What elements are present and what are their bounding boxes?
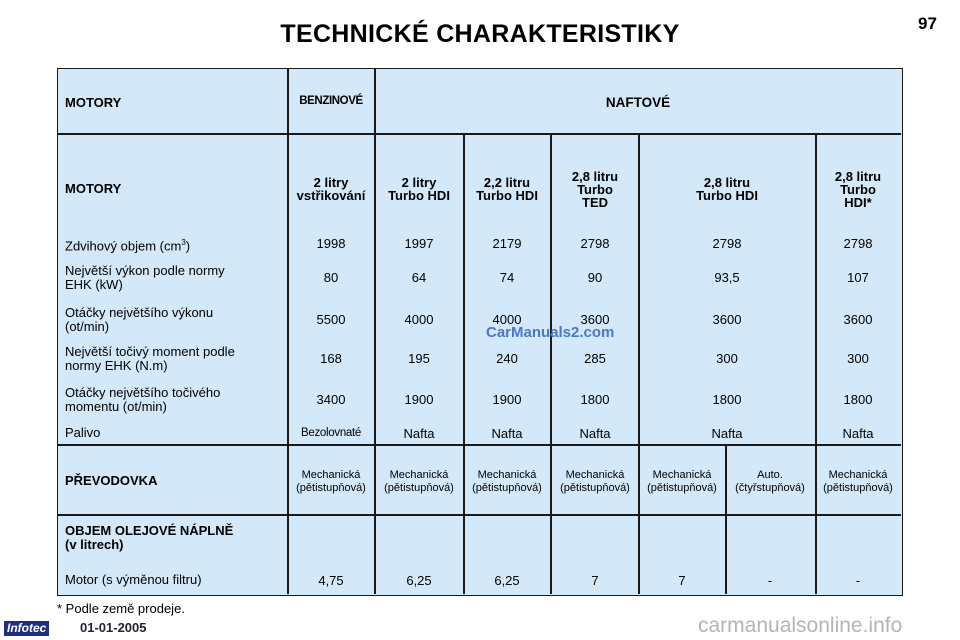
value-cell: Nafta	[842, 426, 874, 441]
value-cell: 4000	[404, 312, 434, 327]
header-motory-label: MOTORY	[65, 95, 122, 110]
value-cell: 300	[716, 351, 738, 366]
gearbox-cell: Mechanická (pětistupňová)	[823, 469, 893, 494]
value-cell: Nafta	[491, 426, 523, 441]
value-cell: 285	[584, 351, 606, 366]
value-cell: 3400	[316, 392, 346, 407]
value-cell: 1800	[843, 392, 873, 407]
oil-cell: 7	[678, 573, 686, 588]
col-divider	[287, 69, 289, 594]
engine-name: 2,8 litru Turbo HDI	[696, 175, 758, 203]
value-cell: Nafta	[711, 426, 743, 441]
value-cell: 1800	[712, 392, 742, 407]
oil-cell: -	[767, 573, 773, 588]
col-divider	[463, 133, 465, 594]
gearbox-cell: Mechanická (pětistupňová)	[296, 469, 366, 494]
value-cell: 2179	[492, 236, 522, 251]
row-label-displacement: Zdvihový objem $(cm^3)$	[65, 238, 191, 254]
col-divider	[725, 444, 727, 594]
value-cell: 64	[411, 270, 427, 285]
watermark-carmanualsonline: carmanualsonline.info	[698, 614, 903, 637]
gearbox-cell: Auto. (čtyřstupňová)	[735, 469, 805, 494]
header-petrol: BENZINOVÉ	[299, 95, 363, 107]
gearbox-label: PŘEVODOVKA	[65, 473, 158, 488]
value-cell: 80	[323, 270, 339, 285]
engine-name: 2,8 litru Turbo HDI*	[834, 169, 882, 210]
value-cell: 1900	[492, 392, 522, 407]
infotec-logo: Infotec	[4, 621, 49, 636]
col-divider	[638, 133, 640, 594]
value-cell: 3600	[712, 312, 742, 327]
value-cell: 1900	[404, 392, 434, 407]
row-label-power-rpm: Otáčky největšího výkonu (ot/min)	[65, 305, 214, 334]
gearbox-cell: Mechanická (pětistupňová)	[384, 469, 454, 494]
divider-oil	[58, 514, 901, 516]
value-cell: 1997	[404, 236, 434, 251]
footer-date: 01-01-2005	[80, 620, 147, 635]
oil-section-label: OBJEM OLEJOVÉ NÁPLNĚ (v litrech)	[65, 523, 234, 552]
oil-cell: 6,25	[406, 573, 432, 588]
engine-name: 2 litry vstřikování	[296, 175, 366, 203]
value-cell: 5500	[316, 312, 346, 327]
value-cell: 107	[847, 270, 869, 285]
value-cell: 300	[847, 351, 869, 366]
oil-cell: 4,75	[318, 573, 344, 588]
oil-row-label: Motor (s výměnou filtru)	[65, 572, 202, 587]
value-cell: 195	[408, 351, 430, 366]
col-divider	[550, 133, 552, 594]
value-cell: 240	[496, 351, 518, 366]
row-label-torque-rpm: Otáčky největšího točivého momentu (ot/min)	[65, 385, 221, 414]
oil-cell: 6,25	[494, 573, 520, 588]
value-cell: 1800	[580, 392, 610, 407]
value-cell: 3600	[580, 312, 610, 327]
value-cell: 2798	[712, 236, 742, 251]
header-diesel: NAFTOVÉ	[605, 95, 671, 110]
value-cell: Bezolovnaté	[301, 427, 361, 439]
page-title: TECHNICKÉ CHARAKTERISTIKY	[280, 20, 680, 48]
row-label-power: Největší výkon podle normy EHK (kW)	[65, 263, 225, 292]
engine-name: 2,2 litru Turbo HDI	[476, 175, 538, 203]
gearbox-cell: Mechanická (pětistupňová)	[472, 469, 542, 494]
value-cell: 3600	[843, 312, 873, 327]
value-cell: 1998	[316, 236, 346, 251]
oil-cell: -	[855, 573, 861, 588]
value-cell: 90	[587, 270, 603, 285]
spec-table	[57, 68, 903, 596]
engine-name: 2,8 litru Turbo TED	[571, 169, 619, 210]
value-cell: 168	[320, 351, 342, 366]
footnote: * Podle země prodeje.	[57, 601, 185, 616]
page-number: 97	[918, 14, 937, 33]
watermark-carmanuals: CarManuals2.com	[486, 324, 615, 341]
row-label-fuel: Palivo	[65, 425, 101, 440]
engine-row-label: MOTORY	[65, 181, 122, 196]
value-cell: Nafta	[579, 426, 611, 441]
value-cell: 2798	[843, 236, 873, 251]
value-cell: 4000	[492, 312, 522, 327]
value-cell: 2798	[580, 236, 610, 251]
col-divider	[815, 133, 817, 594]
gearbox-cell: Mechanická (pětistupňová)	[560, 469, 630, 494]
row-label-torque: Největší točivý moment podle normy EHK (N.m)	[65, 344, 235, 373]
oil-cell: 7	[591, 573, 599, 588]
engine-name: 2 litry Turbo HDI	[388, 175, 450, 203]
col-divider	[374, 69, 376, 594]
value-cell: Nafta	[403, 426, 435, 441]
value-cell: 93,5	[714, 270, 740, 285]
divider-gearbox	[58, 444, 901, 446]
value-cell: 74	[499, 270, 515, 285]
gearbox-cell: Mechanická (pětistupňová)	[647, 469, 717, 494]
divider-header	[58, 133, 901, 135]
